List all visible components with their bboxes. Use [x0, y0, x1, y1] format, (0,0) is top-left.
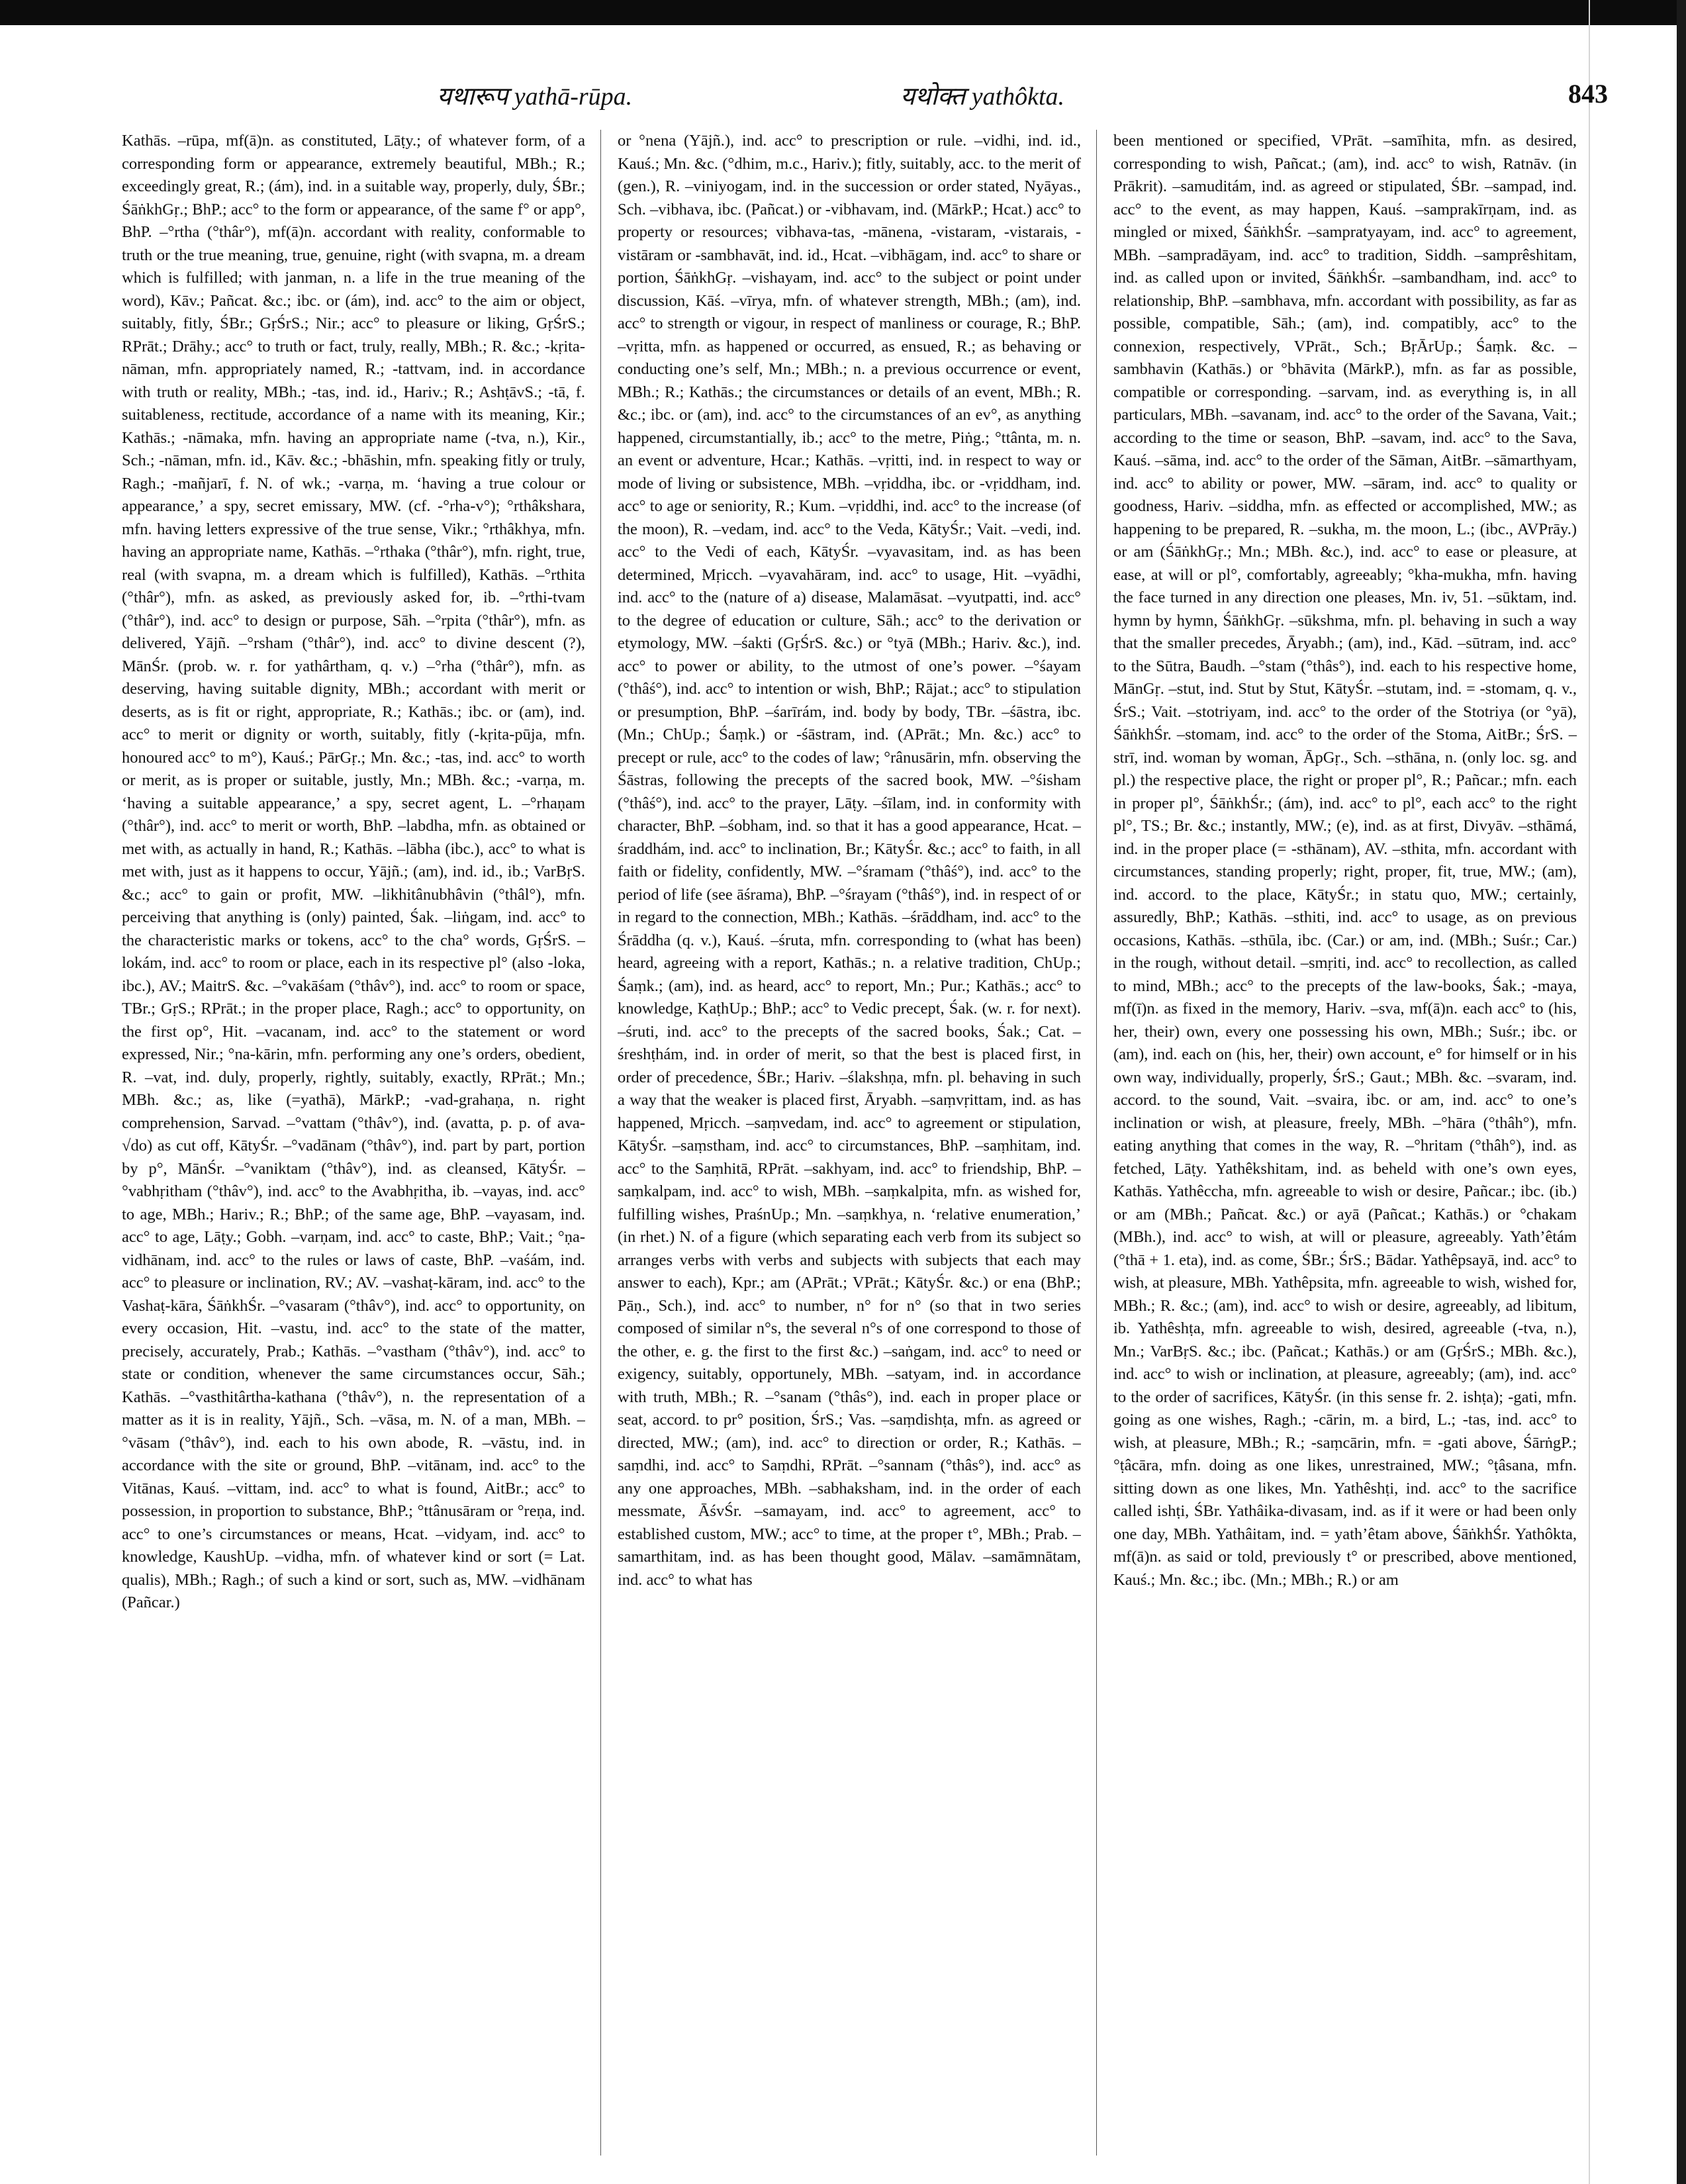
- scan-top-edge: [0, 0, 1686, 25]
- column-rule-1: [600, 130, 601, 2156]
- scan-right-edge: [1677, 0, 1686, 2184]
- dictionary-column-1: Kathās. –rūpa, mf(ā)n. as constituted, Lāṭy.; of whatever form, of a corresponding form or appearance, extremely beautiful, MBh.; R.; exceedingly great, R.; (ám), ind. in a suitable way, properly, duly, ŚBr.; ŚāṅkhGṛ.; BhP.; acc° to the form or appearance, of the same f° or app°, BhP. –°rtha (°thâr°), mf(ā)n. accordant with reality, conformable to truth or the true meaning, true, genuine, right (with svapna, m. a dream which is fulfilled; with janman, n. a life in the true meaning of the word), Kāv.; Pañcat. &c.; ibc. or (ám), ind. acc° to the aim or object, suitably, fitly, ŚBr.; GṛŚrS.; Nir.; acc° to pleasure or liking, GṛŚrS.; RPrāt.; Drāhy.; acc° to truth or fact, truly, really, MBh.; R. &c.; -kṛita-nāman, mfn. appropriately named, R.; -tattvam, ind. in accordance with truth or reality, MBh.; -tas, ind. id., Hariv.; R.; AshṭāvS.; -tā, f. suitableness, rectitude, accordance of a name with its meaning, Kir.; Kathās.; -nāmaka, mfn. having an appropriate name (-tva, n.), Kir., Sch.; -nāman, mfn. id., Kāv. &c.; -bhāshin, mfn. speaking fitly or truly, Ragh.; -mañjarī, f. N. of wk.; -varṇa, m. ‘having a true colour or appearance,’ a spy, secret emissary, MW. (cf. -°rha-v°); °rthâkshara, mfn. having letters expressive of the true sense, Vikr.; °rthâkhya, mfn. having an appropriate name, Kathās. –°rthaka (°thâr°), mfn. right, true, real (with svapna, m. a dream which is fulfilled), Kathās. –°rthita (°thâr°), mfn. as asked, as previously asked for, ib. –°rthi-tvam (°thâr°), ind. acc° to design or purpose, Sāh. –°rpita (°thâr°), mfn. as delivered, Yājñ. –°rsham (°thâr°), ind. acc° to divine descent (?), MānŚr. (prob. w. r. for yathârtham, q. v.) –°rha (°thâr°), mfn. as deserving, having suitable dignity, MBh.; accordant with merit or deserts, as is fit or right, appropriate, R.; Kathās.; ibc. or (am), ind. acc° to merit or dignity or worth, suitably, fitly (-kṛita-pūja, mfn. honoured acc° to m°), Kauś.; PārGṛ.; Mn. &c.; -tas, ind. acc° to worth or merit, as is proper or suitable, justly, Mn.; MBh. &c.; -varṇa, m. ‘having a suitable appearance,’ a spy, secret agent, L. –°rhaṇam (°thâr°), ind. acc° to merit or worth, BhP. –labdha, mfn. as obtained or met with, as actually in hand, R.; Kathās. –lābha (ibc.), acc° to what is met with, just as it happens to occur, Yājñ.; (am), ind. id., ib.; VarBṛS. &c.; acc° to gain or profit, MW. –likhitânubhâvin (°thâl°), mfn. perceiving that anything is (only) painted, Śak. –liṅgam, ind. acc° to the characteristic marks or tokens, acc° to the cha° words, GṛŚrS. –lokám, ind. acc° to room or place, each in its respective pl° (also -loka, ibc.), AV.; MaitrS. &c. –°vakāśam (°thâv°), ind. acc° to room or space, TBr.; GṛS.; RPrāt.; in the proper place, Ragh.; acc° to opportunity, on the first op°, Hit. –vacanam, ind. acc° to the statement or word expressed, Nir.; °na-kārin, mfn. performing any one’s orders, obedient, R. –vat, ind. duly, properly, rightly, suitably, exactly, RPrāt.; Mn.; MBh. &c.; as, like (=yathā), MārkP.; -vad-grahaṇa, n. right comprehension, Sarvad. –°vattam (°thâv°), ind. (avatta, p. p. of ava-√do) as cut off, KātyŚr. –°vadānam (°thâv°), ind. part by part, portion by p°, MānŚr. –°vaniktam (°thâv°), ind. as cleansed, KātyŚr. –°vabhṛitham (°thâv°), ind. acc° to the Avabhṛitha, ib. –vayas, ind. acc° to age, MBh.; Hariv.; R.; BhP.; of the same age, BhP. –vayasam, ind. acc° to age, Lāṭy.; Gobh. –varṇam, ind. acc° to caste, BhP.; Vait.; °ṇa-vidhānam, ind. acc° to the rules or laws of caste, BhP. –vaśám, ind. acc° to pleasure or inclination, RV.; AV. –vashaṭ-kāram, ind. acc° to the Vashaṭ-kāra, ŚāṅkhŚr. –°vasaram (°thâv°), ind. acc° to opportunity, on every occasion, Hit. –vastu, ind. acc° to the state of the matter, precisely, accurately, Prab.; Kathās. –°vastham (°thâv°), ind. acc° to state or condition, whenever the same circumstances occur, Sāh.; Kathās. –°vasthitârtha-kathana (°thâv°), n. the representation of a matter as it is in reality, Yājñ., Sch. –vāsa, m. N. of a man, MBh. –°vāsam (°thâv°), ind. each to his own abode, R. –vāstu, ind. in accordance with the site or ground, BhP. –vitānam, ind. acc° to the Vitānas, Kauś. –vittam, ind. acc° to what is found, AitBr.; acc° to possession, in proportion to substance, BhP.; °ttânusāram or °reṇa, ind. acc° to one’s circumstances or means, Hcat. –vidyam, ind. acc° to knowledge, KaushUp. –vidha, mfn. of whatever kind or sort (= Lat. qualis), MBh.; Ragh.; of such a kind or sort, such as, MW. –vidhānam (Pañcar.): [122, 132, 585, 1611]
- scan-fold-line: [1589, 0, 1590, 2184]
- running-head-center: यथोक्त yathôkta.: [900, 83, 1065, 111]
- page-number: 843: [1568, 79, 1608, 109]
- column-rule-2: [1096, 130, 1097, 2156]
- dictionary-column-3: been mentioned or specified, VPrāt. –samīhita, mfn. as desired, corresponding to wish, Pañcat.; (am), ind. acc° to wish, Ratnāv. (in Prākrit). –samuditám, ind. as agreed or stipulated, ŚBr. –sampad, ind. acc° to the event, as may happen, Kauś. –samprakīrṇam, ind. as mingled or mixed, ŚāṅkhŚr. –sampratyayam, ind. acc° to agreement, MBh. –sampradāyam, ind. acc° to tradition, Siddh. –samprêshitam, ind. as called upon or invited, ŚāṅkhŚr. –sambandham, ind. acc° to relationship, BhP. –sambhava, mfn. accordant with possibility, as far as possible, compatible, Sāh.; (am), ind. compatibly, acc° to the connexion, respectively, VPrāt., Sch.; BṛĀrUp.; Śaṃk. &c. –sambhavin (Kathās.) or °bhāvita (MārkP.), mfn. as far as possible, compatible or corresponding. –sarvam, ind. as everything is, in all particulars, MBh. –savanam, ind. acc° to the order of the Savana, Vait.; according to the time or season, BhP. –savam, ind. acc° to the Sava, Kauś. –sāma, ind. acc° to the order of the Sāman, AitBr. –sāmarthyam, ind. acc° to ability or power, MW. –sāram, ind. acc° to quality or goodness, Hariv. –siddha, mfn. as effected or accomplished, MW.; as happening to be prepared, R. –sukha, m. the moon, L.; (ibc., AVPrāy.) or am (ŚāṅkhGṛ.; Mn.; MBh. &c.), ind. acc° to ease or pleasure, at ease, at will or pl°, comfortably, agreeably; °kha-mukha, mfn. having the face turned in any direction one pleases, Mn. iv, 51. –sūktam, ind. hymn by hymn, ŚāṅkhGṛ. –sūkshma, mfn. pl. behaving in such a way that the smaller precedes, Āryabh.; (am), ind., Kād. –sūtram, ind. acc° to the Sūtra, Baudh. –°stam (°thâs°), ind. each to his respective home, MānGṛ. –stut, ind. Stut by Stut, KātyŚr. –stutam, ind. = -stomam, q. v., ŚrS.; Vait. –stotriyam, ind. acc° to the order of the Stotriya (or °yā), ŚāṅkhŚr. –stomam, ind. acc° to the order of the Stoma, AitBr.; ŚrS. –strī, ind. woman by woman, ĀpGṛ., Sch. –sthāna, n. (only loc. sg. and pl.) the respective place, the right or proper pl°, R.; Pañcar.; mfn. each in proper pl°, ŚāṅkhŚr.; (ám), ind. acc° to pl°, each acc° to the right pl°, TS.; Br. &c.; instantly, MW.; (e), ind. as at first, Divyāv. –sthāmá, ind. in the proper place (= -sthānam), AV. –sthita, mfn. accordant with circumstances, standing properly; right, proper, fit, true, MW.; (am), ind. accord. to the place, KātyŚr.; in statu quo, MW.; certainly, assuredly, BhP.; Kathās. –sthiti, ind. acc° to usage, as on previous occasions, Kathās. –sthūla, ibc. (Car.) or am, ind. (MBh.; Suśr.; Car.) in the rough, without detail. –smṛiti, ind. acc° to recollection, as called to mind, MBh.; acc° to the precepts of the law-books, Śak.; -maya, mf(ī)n. as fixed in the memory, Hariv. –sva, mf(ā)n. each acc° to (his, her, their) own, every one possessing his own, MBh.; Suśr.; ibc. or (am), ind. each on (his, her, their) own account, e° for himself or in his own way, individually, properly, ŚrS.; Gaut.; MBh. &c. –svaram, ind. accord. to the sound, Vait. –svaira, ibc. or am, ind. acc° to one’s inclination or wish, at pleasure, freely, MBh. –°hāra (°thâh°), mfn. eating anything that comes in the way, R. –°hritam (°thâh°), ind. as fetched, Lāṭy. Yathêkshitam, ind. as beheld with one’s own eyes, Kathās. Yathêccha, mfn. agreeable to wish or desire, Pañcar.; ibc. (ib.) or am (MBh.; Pañcat. &c.) or ayā (Pañcat.; Kathās.) or °chakam (MBh.), ind. acc° to wish, at will or pleasure, agreeably. Yath’êtám (°thā + 1. eta), ind. as come, ŚBr.; ŚrS.; Bādar. Yathêpsayā, ind. acc° to wish, at pleasure, MBh. Yathêpsita, mfn. agreeable to wish, wished for, MBh.; R. &c.; (am), ind. acc° to wish or desire, agreeably, ad libitum, ib. Yathêshṭa, mfn. agreeable to wish, desired, agreeable (-tva, n.), Mn.; VarBṛS. &c.; ibc. (Pañcat.; Kathās.) or am (GṛŚrS.; MBh. &c.), ind. acc° to wish or inclination, at pleasure, agreeably; (am), ind. acc° to the order of sacrifices, KātyŚr. (in this sense fr. 2. ishṭa); -gati, mfn. going as one wishes, Ragh.; -cārin, m. a bird, L.; -tas, ind. acc° to wish, at pleasure, MBh.; R.; -saṃcārin, mfn. = -gati above, ŚārṅgP.; °ṭâcāra, mfn. doing as one likes, unrestrained, MW.; °ṭâsana, mfn. sitting down as one likes, Mn. Yathêshṭi, ind. acc° to the sacrifice called ishṭi, ŚBr. Yathâika-divasam, ind. as if it were or had been only one day, MBh. Yathâitam, ind. = yath’êtam above, ŚāṅkhŚr. Yathôkta, mf(ā)n. as said or told, previously t° or prescribed, above mentioned, Kauś.; Mn. &c.; ibc. (Mn.; MBh.; R.) or am: [1113, 132, 1577, 1589]
- running-head: [0, 78, 1686, 124]
- running-head-left: यथारूप yathā-rūpa.: [437, 83, 633, 111]
- dictionary-columns: [122, 130, 1589, 2156]
- dictionary-column-2: or °nena (Yājñ.), ind. acc° to prescription or rule. –vidhi, ind. id., Kauś.; Mn. &c. (°dhim, m.c., Hariv.); fitly, suitably, acc. to the merit of (gen.), R. –viniyogam, ind. in the succession or order stated, Nyāyas., Sch. –vibhava, ibc. (Pañcat.) or -vibhavam, ind. (MārkP.; Hcat.) acc° to property or resources; vibhava-tas, -mānena, -vistaram, -vistarais, -vistāram or -sambhavāt, ind. id., Hcat. –vibhāgam, ind. acc° to share or portion, ŚāṅkhGṛ. –vishayam, ind. acc° to the subject or point under discussion, Kāś. –vīrya, mfn. of whatever strength, MBh.; (am), ind. acc° to strength or vigour, in respect of manliness or courage, R.; BhP. –vṛitta, mfn. as happened or occurred, as ensued, R.; as behaving or conducting one’s self, Mn.; MBh.; n. a previous occurrence or event, MBh.; R.; Kathās.; the circumstances or details of an event, MBh.; R. &c.; ibc. or (am), ind. acc° to the circumstances of an ev°, as anything happened, circumstantially, ib.; acc° to the metre, Piṅg.; °ttânta, m. n. an event or adventure, Hcar.; Kathās. –vṛitti, ind. in respect to way or mode of living or subsistence, MBh. –vṛiddha, ibc. or -vṛiddham, ind. acc° to age or seniority, R.; Kum. –vṛiddhi, ind. acc° to the increase (of the moon), R. –vedam, ind. acc° to the Veda, KātyŚr.; Vait. –vedi, ind. acc° to the Vedi of each, KātyŚr. –vyavasitam, ind. as has been determined, Mṛicch. –vyavahāram, ind. acc° to usage, Hit. –vyādhi, ind. acc° to the (nature of a) disease, Malamāsat. –vyutpatti, ind. acc° to the degree of education or culture, Sāh.; acc° to the derivation or etymology, MW. –śakti (GṛŚrS. &c.) or °tyā (MBh.; Hariv. &c.), ind. acc° to power or ability, to the utmost of one’s power. –°śayam (°thâś°), ind. acc° to intention or wish, BhP.; Rājat.; acc° to stipulation or presumption, BhP. –śarīrám, ind. body by body, TBr. –śāstra, ibc. (Mn.; ChUp.; Śaṃk.) or -śāstram, ind. (APrāt.; Mn. &c.) acc° to precept or rule, acc° to the codes of law; °rânusārin, mfn. observing the Śāstras, following the precepts of the sacred book, MW. –°śisham (°thâś°), ind. acc° to the prayer, Lāṭy. –śīlam, ind. in conformity with character, BhP. –śobham, ind. so that it has a good appearance, Hcat. –śraddhám, ind. acc° to inclination, Br.; KātyŚr. &c.; acc° to faith, in all faith or fidelity, confidently, MW. –°śramam (°thâś°), ind. acc° to the period of life (see āśrama), BhP. –°śrayam (°thâś°), ind. in respect of or in regard to the connection, MBh.; Kathās. –śrāddham, ind. acc° to the Śrāddha (q. v.), Kauś. –śruta, mfn. corresponding to (what has been) heard, agreeing with a report, Kathās.; n. a relative tradition, ChUp.; Śaṃk.; (am), ind. as heard, acc° to report, Mn.; Pur.; Kathās.; acc° to knowledge, KaṭhUp.; BhP.; acc° to Vedic precept, Śak. (w. r. for next). –śruti, ind. acc° to the precepts of the sacred books, Śak.; Cat. –śreshṭhám, ind. in order of merit, so that the best is placed first, in order of precedence, ŚBr.; Hariv. –ślakshṇa, mfn. pl. behaving in such a way that the weaker is placed first, Āryabh. –saṃvṛittam, ind. as has happened, Mṛicch. –saṃvedam, ind. acc° to agreement or stipulation, KātyŚr. –saṃstham, ind. acc° to circumstances, BhP. –saṃhitam, ind. acc° to the Saṃhitā, RPrāt. –sakhyam, ind. acc° to friendship, BhP. –saṃkalpam, ind. acc° to wish, MBh. –saṃkalpita, mfn. as wished for, fulfilling wishes, PraśnUp.; Mn. –saṃkhya, n. ‘relative enumeration,’ (in rhet.) N. of a figure (which separating each verb from its subject so arranges verbs with verbs and subjects with subjects that each may answer to each), Kpr.; am (APrāt.; VPrāt.; KātyŚr. &c.) or ena (BhP.; Pāṇ., Sch.), ind. acc° to number, n° for n° (so that in two series composed of similar n°s, the several n°s of one correspond to those of the other, e. g. the first to the first &c.) –saṅgam, ind. acc° to need or exigency, suitably, opportunely, MBh. –satyam, ind. in accordance with truth, MBh.; R. –°sanam (°thâs°), ind. each in proper place or seat, accord. to pr° position, ŚrS.; Vas. –saṃdishṭa, mfn. as agreed or directed, MW.; (am), ind. acc° to direction or order, R.; Kathās. –saṃdhi, ind. acc° to Saṃdhi, RPrāt. –°sannam (°thâs°), ind. acc° as any one approaches, MBh. –sabhaksham, ind. in the order of each messmate, ĀśvŚr. –samayam, ind. acc° to agreement, acc° to established custom, MW.; acc° to time, at the proper t°, MBh.; Prab. –samarthitam, ind. as has been thought good, Mālav. –samāmnātam, ind. acc° to what has: [618, 132, 1081, 1589]
